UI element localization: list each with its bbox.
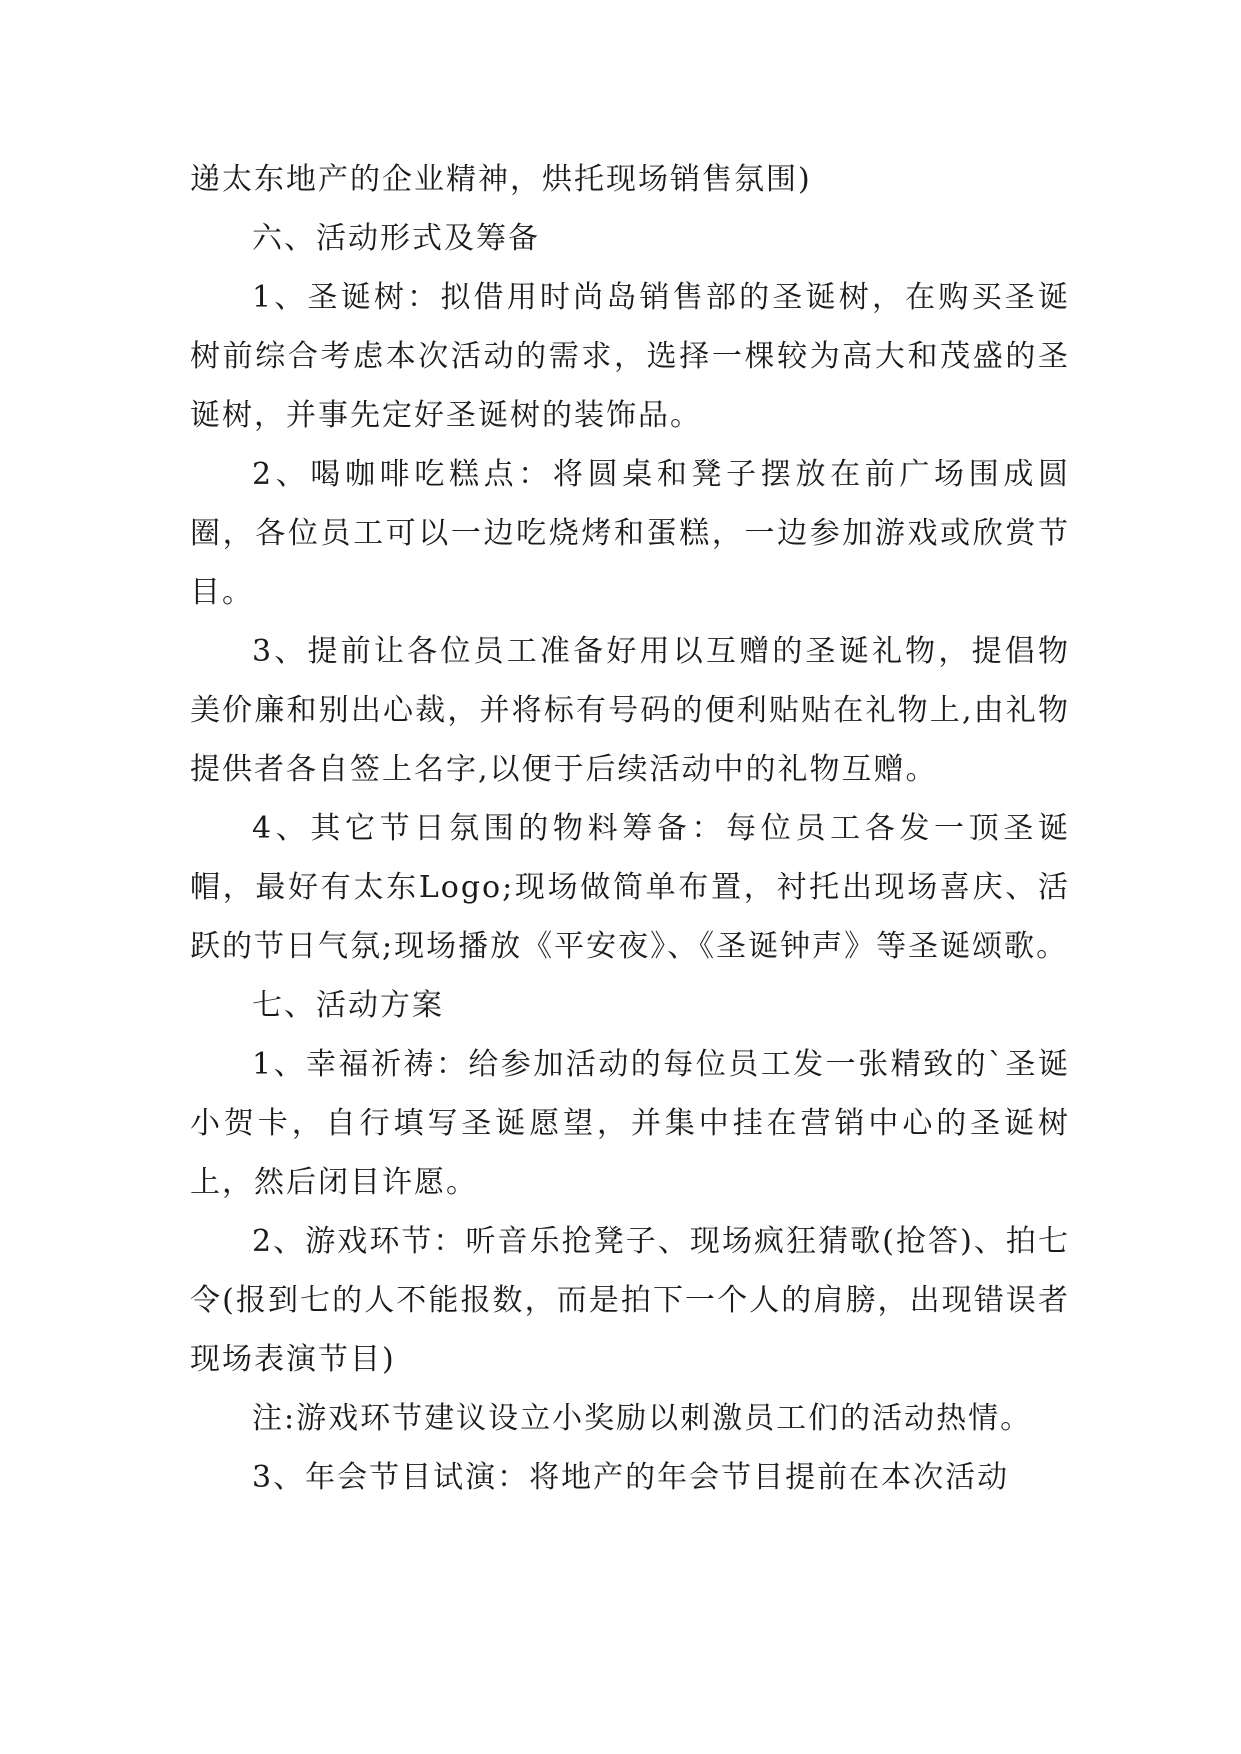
paragraph-games: 2、游戏环节：听音乐抢凳子、现场疯狂猜歌(抢答)、拍七令(报到七的人不能报数，而是拍下一个人的肩膀，出现错误者现场表演节目) [190,1224,1070,1377]
paragraph-gifts: 3、提前让各位员工准备好用以互赠的圣诞礼物，提倡物美价廉和别出心裁，并将标有号码的便利贴贴在礼物上,由礼物提供者各自签上名字,以便于后续活动中的礼物互赠。 [190,634,1070,787]
section-heading-six: 六、活动形式及筹备 [252,221,540,256]
paragraph-christmas-tree: 1、圣诞树：拟借用时尚岛销售部的圣诞树，在购买圣诞树前综合考虑本次活动的需求，选择一棵较为高大和茂盛的圣诞树，并事先定好圣诞树的装饰品。 [190,280,1070,433]
section-heading-seven: 七、活动方案 [252,988,444,1023]
body-text [190,150,1070,1507]
paragraph-rehearsal: 3、年会节目试演：将地产的年会节目提前在本次活动 [252,1460,1010,1495]
paragraph-materials: 4、其它节日氛围的物料筹备：每位员工各发一顶圣诞帽，最好有太东Logo;现场做简单布置，衬托出现场喜庆、活跃的节日气氛;现场播放《平安夜》、《圣诞钟声》等圣诞颂歌。 [190,811,1070,964]
paragraph-prayer: 1、幸福祈祷：给参加活动的每位员工发一张精致的`圣诞小贺卡，自行填写圣诞愿望，并集中挂在营销中心的圣诞树上，然后闭目许愿。 [190,1047,1070,1200]
paragraph-note: 注:游戏环节建议设立小奖励以刺激员工们的活动热情。 [252,1401,1033,1436]
paragraph-continued: 递太东地产的企业精神，烘托现场销售氛围) [190,162,812,197]
paragraph-coffee-cake: 2、喝咖啡吃糕点：将圆桌和凳子摆放在前广场围成圆圈，各位员工可以一边吃烧烤和蛋糕，一边参加游戏或欣赏节目。 [190,457,1070,610]
